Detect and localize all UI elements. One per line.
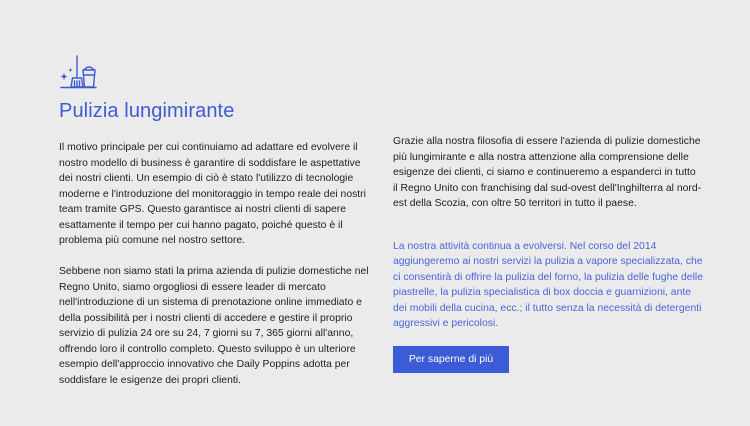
cleaning-mop-bucket-icon [58, 54, 98, 90]
page-title: Pulizia lungimirante [59, 100, 235, 122]
expansion-paragraph: Grazie alla nostra filosofia di essere l'azienda di pulizie domestiche più lungimirante e alla nostra attenzione alla comprensione delle esigenze dei clienti, ci siamo e continueremo a espanderci in tutto il Regno Unito con franchising dal sud-ovest dell'Inghilterra al nord-est della Scozia, con oltre 50 territori in tutto il paese. [393, 136, 702, 209]
right-column [393, 134, 703, 373]
booking-paragraph: Sebbene non siamo stati la prima azienda di pulizie domestiche nel Regno Unito, siamo orgogliosi di essere leader di mercato nell'introduzione di un sistema di prenotazione online immediato e della possibilità per i nostri clienti di accedere e gestire il proprio servizio di pulizia 24 ore su 24, 7 giorni su 7, 365 giorni all'anno, offrendo loro il controllo completo. Questo sviluppo è un ulteriore esempio dell'approccio innovativo che Daily Poppins adotta per soddisfare le esigenze dei propri clienti. [59, 266, 369, 386]
highlight-paragraph: La nostra attività continua a evolversi. Nel corso del 2014 aggiungeremo ai nostri servizi la pulizia a vapore specializzata, che ci consentirà di offrire la pulizia del forno, la pulizia delle fughe delle piastrelle, la pulizia specialistica di box doccia e guarnizioni, ante dei mobili della cucina, ecc.; il tutto senza la necessità di detergenti aggressivi e pericolosi. [393, 240, 703, 329]
left-column [59, 140, 371, 388]
intro-paragraph: Il motivo principale per cui continuiamo ad adattare ed evolvere il nostro modello di business è garantire di soddisfare le aspettative dei nostri clienti. Un esempio di ciò è stato l'utilizzo di tecnologie moderne e l'introduzione del monitoraggio in tempo reale dei nostri team tramite GPS. Questo garantisce ai nostri clienti di sapere esattamente il tempo per cui hanno pagato, poiché questo è il problema più comune nel nostro settore. [59, 142, 366, 246]
learn-more-button[interactable]: Per saperne di più [393, 346, 509, 373]
